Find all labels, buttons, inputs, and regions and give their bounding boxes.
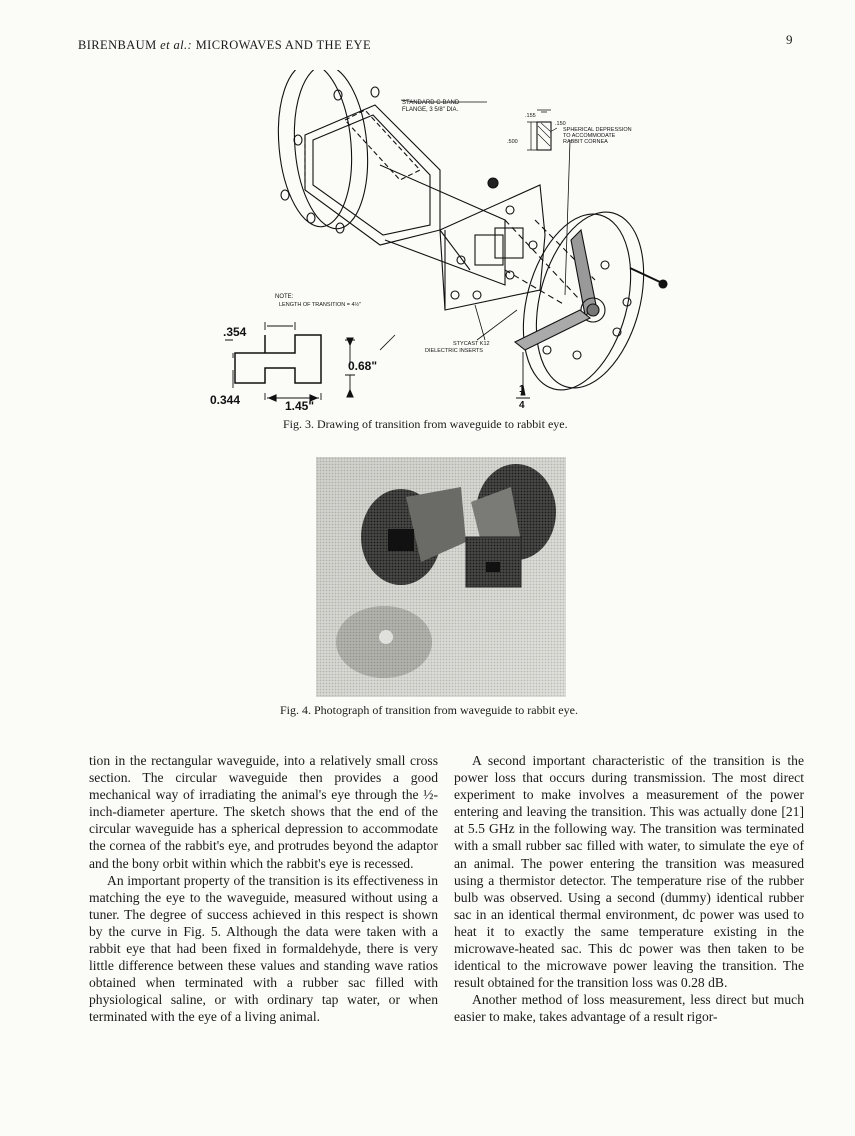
flange-label-2: FLANGE, 3 5/8" DIA. (402, 107, 459, 113)
depression-label-2: TO ACCOMMODATE (563, 133, 616, 139)
right-flange (505, 202, 648, 402)
header-title: MICROWAVES AND THE EYE (195, 38, 371, 52)
dim-150: .150 (555, 121, 566, 127)
depression-label-3: RABBIT CORNEA (563, 139, 608, 145)
paragraph: A second important characteristic of the transition is the power loss that occurs during transmission. The most direct experiment to make involves a measurement of the power entering and leaving the transition. This was actually done [21] at 5.5 GHz in the following way. The transition was terminated with a small rubber sac filled with water, to simulate the eye of an animal. The power entering the transition was measured using a thermistor detector. The temperature rise of the rubber bulb was observed. Using a second (dummy) identical rubber sac in an identical thermal environment, dc power was used to heat it to exactly the same temperature existing in the microwave-heated sac. This dc power was then taken to be identical to the microwave power leaving the transition. The result obtained for the transition loss was 0.28 dB. (454, 753, 804, 991)
dim-155: .155 (525, 113, 536, 119)
dim-0344: 0.344 (210, 393, 241, 407)
page-number: 9 (786, 32, 793, 47)
figure-4-photo (316, 457, 566, 697)
figure-3-drawing (205, 70, 685, 420)
running-head (78, 38, 371, 53)
body-right-column (454, 752, 804, 1026)
note-text: LENGTH OF TRANSITION = 4½" (279, 302, 362, 308)
fraction-denominator: 4 (519, 400, 525, 411)
stycast-label-1: STYCAST K12 (453, 341, 490, 347)
body-left-column (89, 752, 438, 1026)
stycast-label-2: DIELECTRIC INSERTS (425, 348, 483, 354)
left-flange (272, 70, 358, 230)
section-sketch (235, 335, 321, 383)
flange-label-1: STANDARD C-BAND (402, 100, 460, 106)
paragraph: An important property of the transition is its effectiveness in matching the eye to the waveguide, measured without using a tuner. The degree of success achieved in this respect is shown by the curve in Fig. 5. Although the data were taken with a rabbit eye that had been fixed in formaldehyde, there is very little difference between these values and standing wave ratios obtained when terminated with a rubber sac filled with physiological saline, or with ordinary tap water, or when terminated with the eye of a living animal. (89, 872, 438, 1025)
fraction-numerator: 1 (519, 384, 525, 395)
figure-4-caption: Fig. 4. Photograph of transition from waveguide to rabbit eye. (280, 703, 578, 717)
depression-label-1: SPHERICAL DEPRESSION (563, 127, 632, 133)
dim-500: .500 (507, 139, 518, 145)
note-title: NOTE: (275, 294, 294, 300)
paragraph: Another method of loss measurement, less direct but much easier to make, takes advantage of a result rigor- (454, 992, 804, 1025)
header-etal: et al.: (160, 38, 193, 52)
dim-068: 0.68" (348, 359, 378, 373)
header-authors: BIRENBAUM (78, 38, 157, 52)
paragraph: tion in the rectangular waveguide, into a relatively small cross section. The circular waveguide then provides a good mechanical way of irradiating the animal's eye through the ½-inch-diameter aperture. The sketch shows that the end of the circular waveguide has a spherical depression to accommodate the cornea of the rabbit's eye, and protrudes beyond the adaptor and the bony orbit within which the rabbit's eye is recessed. (89, 753, 438, 871)
dim-145: 1.45" (285, 399, 315, 413)
dim-354: .354 (223, 325, 247, 339)
figure-3-caption: Fig. 3. Drawing of transition from waveguide to rabbit eye. (283, 417, 568, 431)
